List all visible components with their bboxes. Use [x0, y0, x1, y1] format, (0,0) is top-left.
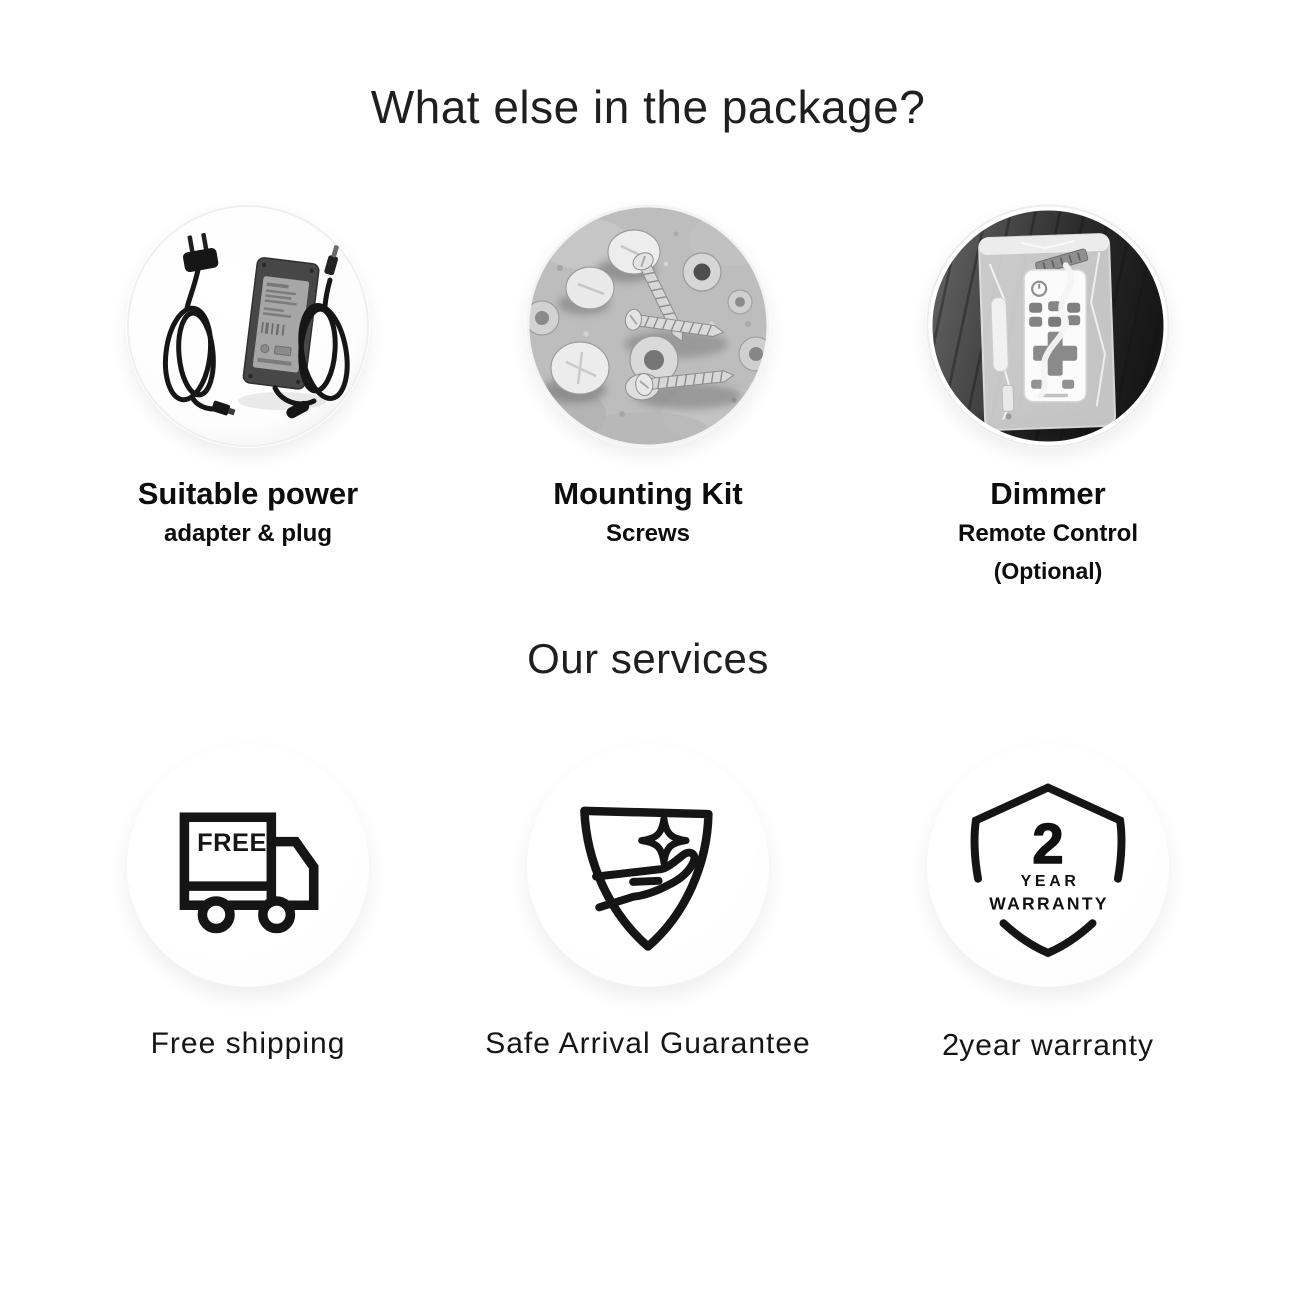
service-free-shipping	[62, 745, 434, 1061]
power-adapter-illustration	[126, 204, 370, 448]
package-item-power-adapter	[62, 204, 434, 583]
plastic-bag	[979, 234, 1116, 430]
package-item-mounting-kit	[462, 204, 834, 583]
item-note: (Optional)	[993, 558, 1103, 584]
service-label	[942, 1029, 1154, 1061]
safe-arrival-circle	[527, 745, 769, 987]
warranty-year-word: YEAR	[1020, 873, 1080, 891]
warranty-word: WARRANTY	[989, 893, 1109, 914]
item-title: Suitable power	[137, 476, 359, 511]
power-adapter-photo	[126, 204, 370, 448]
service-label: Free shipping	[150, 1027, 346, 1060]
item-title: Dimmer	[990, 476, 1106, 511]
mounting-screws-illustration	[526, 204, 770, 448]
service-safe-arrival	[462, 745, 834, 1061]
warranty-circle	[927, 745, 1169, 987]
shield-bottom	[1003, 923, 1092, 953]
dimmer-remote-photo	[926, 204, 1170, 448]
package-section-title: What else in the package?	[370, 81, 926, 133]
plastic-cap	[566, 267, 614, 309]
services-row	[0, 745, 1296, 1061]
dimmer-remote-illustration	[926, 204, 1170, 448]
service-warranty	[862, 745, 1234, 1061]
service-label: Safe Arrival Guarantee	[485, 1027, 811, 1060]
washer	[683, 253, 721, 291]
warranty-label-number: 2	[942, 1027, 960, 1062]
package-item-dimmer	[862, 204, 1234, 583]
item-subtitle: Remote Control	[958, 520, 1138, 547]
safe-arrival-shield-icon	[542, 760, 754, 972]
warranty-shield-icon	[942, 760, 1154, 972]
warranty-years: 2	[1032, 811, 1064, 875]
item-subtitle: Screws	[605, 520, 691, 547]
remote-control	[1024, 270, 1086, 402]
item-title: Mounting Kit	[553, 476, 743, 511]
services-section-title: Our services	[527, 635, 769, 682]
plastic-cap	[551, 342, 609, 394]
free-shipping-circle	[127, 745, 369, 987]
washer	[728, 290, 752, 314]
free-shipping-truck-icon	[142, 760, 354, 972]
item-subtitle: adapter & plug	[163, 520, 332, 547]
package-items-row	[0, 204, 1296, 583]
mounting-kit-photo	[526, 204, 770, 448]
free-label: FREE	[197, 829, 268, 858]
warranty-label-text: year warranty	[959, 1029, 1154, 1062]
